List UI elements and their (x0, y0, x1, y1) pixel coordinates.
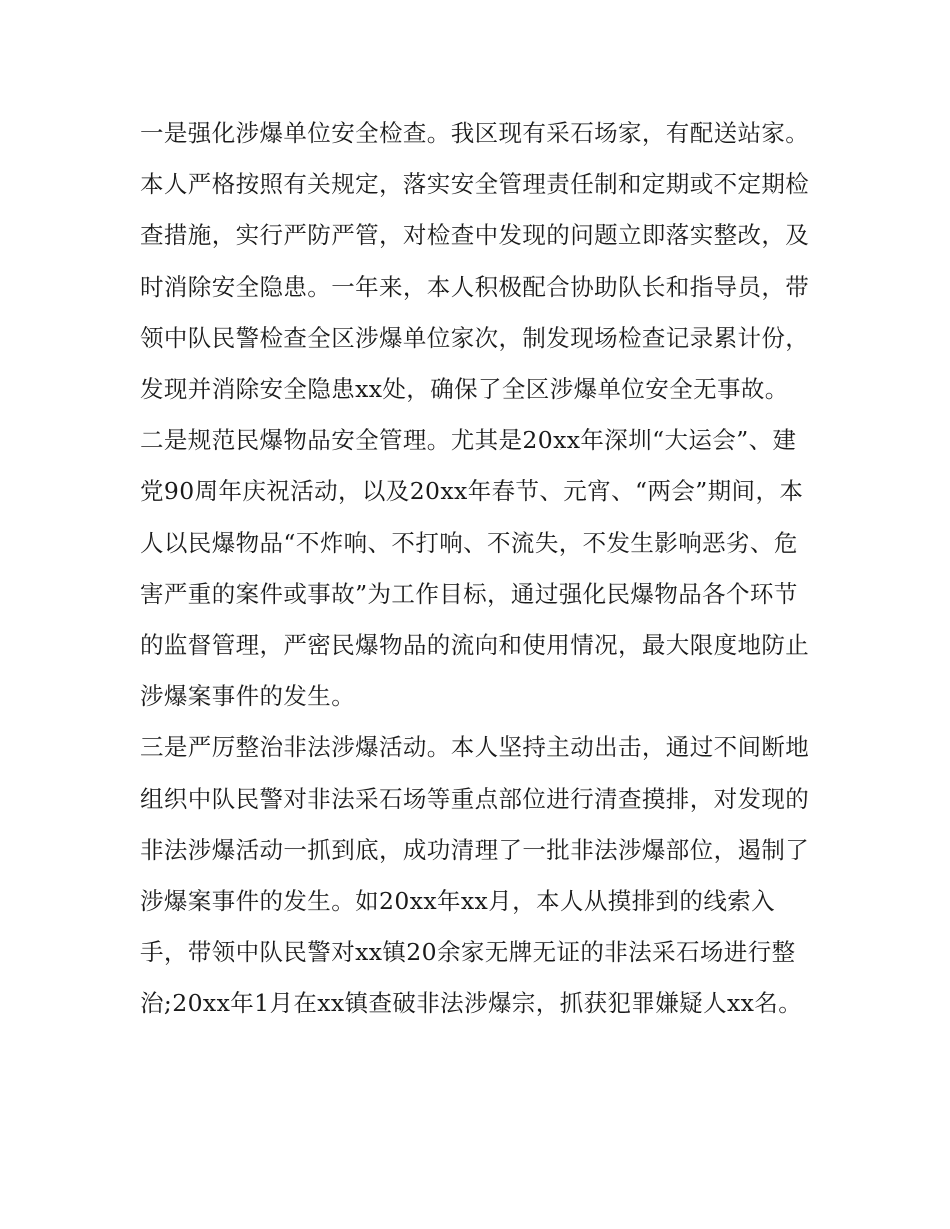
paragraph-1: 一是强化涉爆单位安全检查。我区现有采石场家，有配送站家。本人严格按照有关规定，落实安全管理责任制和定期或不定期检查措施，实行严防严管，对检查中发现的问题立即落实整改，及时消除安全隐患。一年来，本人积极配合协助队长和指导员，带领中队民警检查全区涉爆单位家次，制发现场检查记录累计份，发现并消除安全隐患xx处，确保了全区涉爆单位安全无事故。 (140, 119, 810, 404)
paragraph-2: 二是规范民爆物品安全管理。尤其是20xx年深圳“大运会”、建党90周年庆祝活动，以及20xx年春节、元宵、“两会”期间，本人以民爆物品“不炸响、不打响、不流失，不发生影响恶劣、危害严重的案件或事故”为工作目标，通过强化民爆物品各个环节的监督管理，严密民爆物品的流向和使用情况，最大限度地防止涉爆案事件的发生。 (140, 426, 810, 711)
document-body (140, 108, 820, 1030)
paragraph-3: 三是严厉整治非法涉爆活动。本人坚持主动出击，通过不间断地组织中队民警对非法采石场等重点部位进行清查摸排，对发现的非法涉爆活动一抓到底，成功清理了一批非法涉爆部位，遏制了涉爆案事件的发生。如20xx年xx月，本人从摸排到的线索入手，带领中队民警对xx镇20余家无牌无证的非法采石场进行整治;20xx年1月在xx镇查破非法涉爆宗，抓获犯罪嫌疑人xx名。 (140, 733, 810, 1018)
